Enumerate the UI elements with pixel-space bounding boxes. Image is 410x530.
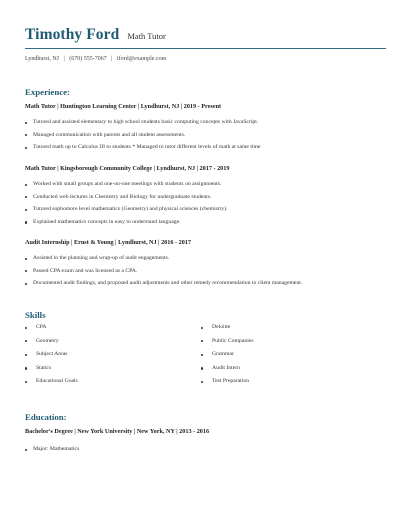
resume-header xyxy=(25,26,386,44)
list-item: Passed CPA exam and was licensed as a CPA. xyxy=(25,268,390,281)
job-bullets xyxy=(25,181,390,231)
skill-item: Grammar xyxy=(201,351,254,365)
skill-item: Subject Areas xyxy=(25,351,78,365)
education-title: Education: xyxy=(25,412,67,422)
candidate-name: Timothy Ford xyxy=(25,26,120,43)
skill-item: Geometry xyxy=(25,338,78,352)
skill-item: Audit Intern xyxy=(201,365,254,379)
skill-item: Educational Goals xyxy=(25,378,78,392)
job-bullets xyxy=(25,255,390,293)
skill-item: Test Preparation xyxy=(201,378,254,392)
list-item: Major: Mathematics xyxy=(25,446,390,459)
contact-separator: | xyxy=(111,56,113,62)
contact-phone: (670) 555-7067 xyxy=(69,56,107,62)
list-item: Documented audit findings, and proposed audit adjustments and other remedy recommendation to client management. xyxy=(25,280,390,293)
list-item: Assisted in the planning and wrap-up of audit engagements. xyxy=(25,255,390,268)
skills-column-right xyxy=(201,324,254,392)
list-item: Explained mathematics concepts in easy to understand language. xyxy=(25,219,390,232)
list-item: Worked with small groups and one-on-one meetings with students on assignments. xyxy=(25,181,390,194)
skill-item: Statics xyxy=(25,365,78,379)
list-item: Tutored and assisted elementary to high school students basic computing concepts with JavaScript. xyxy=(25,119,390,132)
candidate-role: Math Tutor xyxy=(127,31,166,41)
contact-separator: | xyxy=(63,56,65,62)
job-heading: Math Tutor | Kingsborough Community College | Lyndhurst, NJ | 2017 - 2019 xyxy=(25,165,230,172)
contact-line xyxy=(25,56,166,62)
list-item: Tutored math up to Calculus III to students * Managed to tutor different levels of math at same time xyxy=(25,144,390,157)
skill-item: Deloitte xyxy=(201,324,254,338)
skills-title: Skills xyxy=(25,310,46,320)
experience-title: Experience: xyxy=(25,87,70,97)
education-bullets xyxy=(25,446,390,459)
skills-column-left xyxy=(25,324,78,392)
job-heading: Audit Internship | Ernst & Young | Lyndhurst, NJ | 2016 - 2017 xyxy=(25,239,191,246)
job-bullets xyxy=(25,119,390,157)
contact-location: Lyndhurst, NJ xyxy=(25,56,60,62)
list-item: Tutored sophomore level mathematics (Geometry) and physical sciences (chemistry). xyxy=(25,206,390,219)
name-row xyxy=(25,26,386,44)
list-item: Managed communication with parents and all student assessments. xyxy=(25,132,390,145)
contact-email: tford@example.com xyxy=(116,56,167,62)
skill-item: CPA xyxy=(25,324,78,338)
job-heading: Math Tutor | Huntington Learning Center | Lyndhurst, NJ | 2019 - Present xyxy=(25,103,222,110)
skill-item: Public Companies xyxy=(201,338,254,352)
education-heading: Bachelor's Degree | New York University | New York, NY | 2013 - 2016 xyxy=(25,428,210,435)
header-divider xyxy=(25,48,386,49)
list-item: Conducted web lectures in Chemistry and Biology for undergraduate students. xyxy=(25,194,390,207)
